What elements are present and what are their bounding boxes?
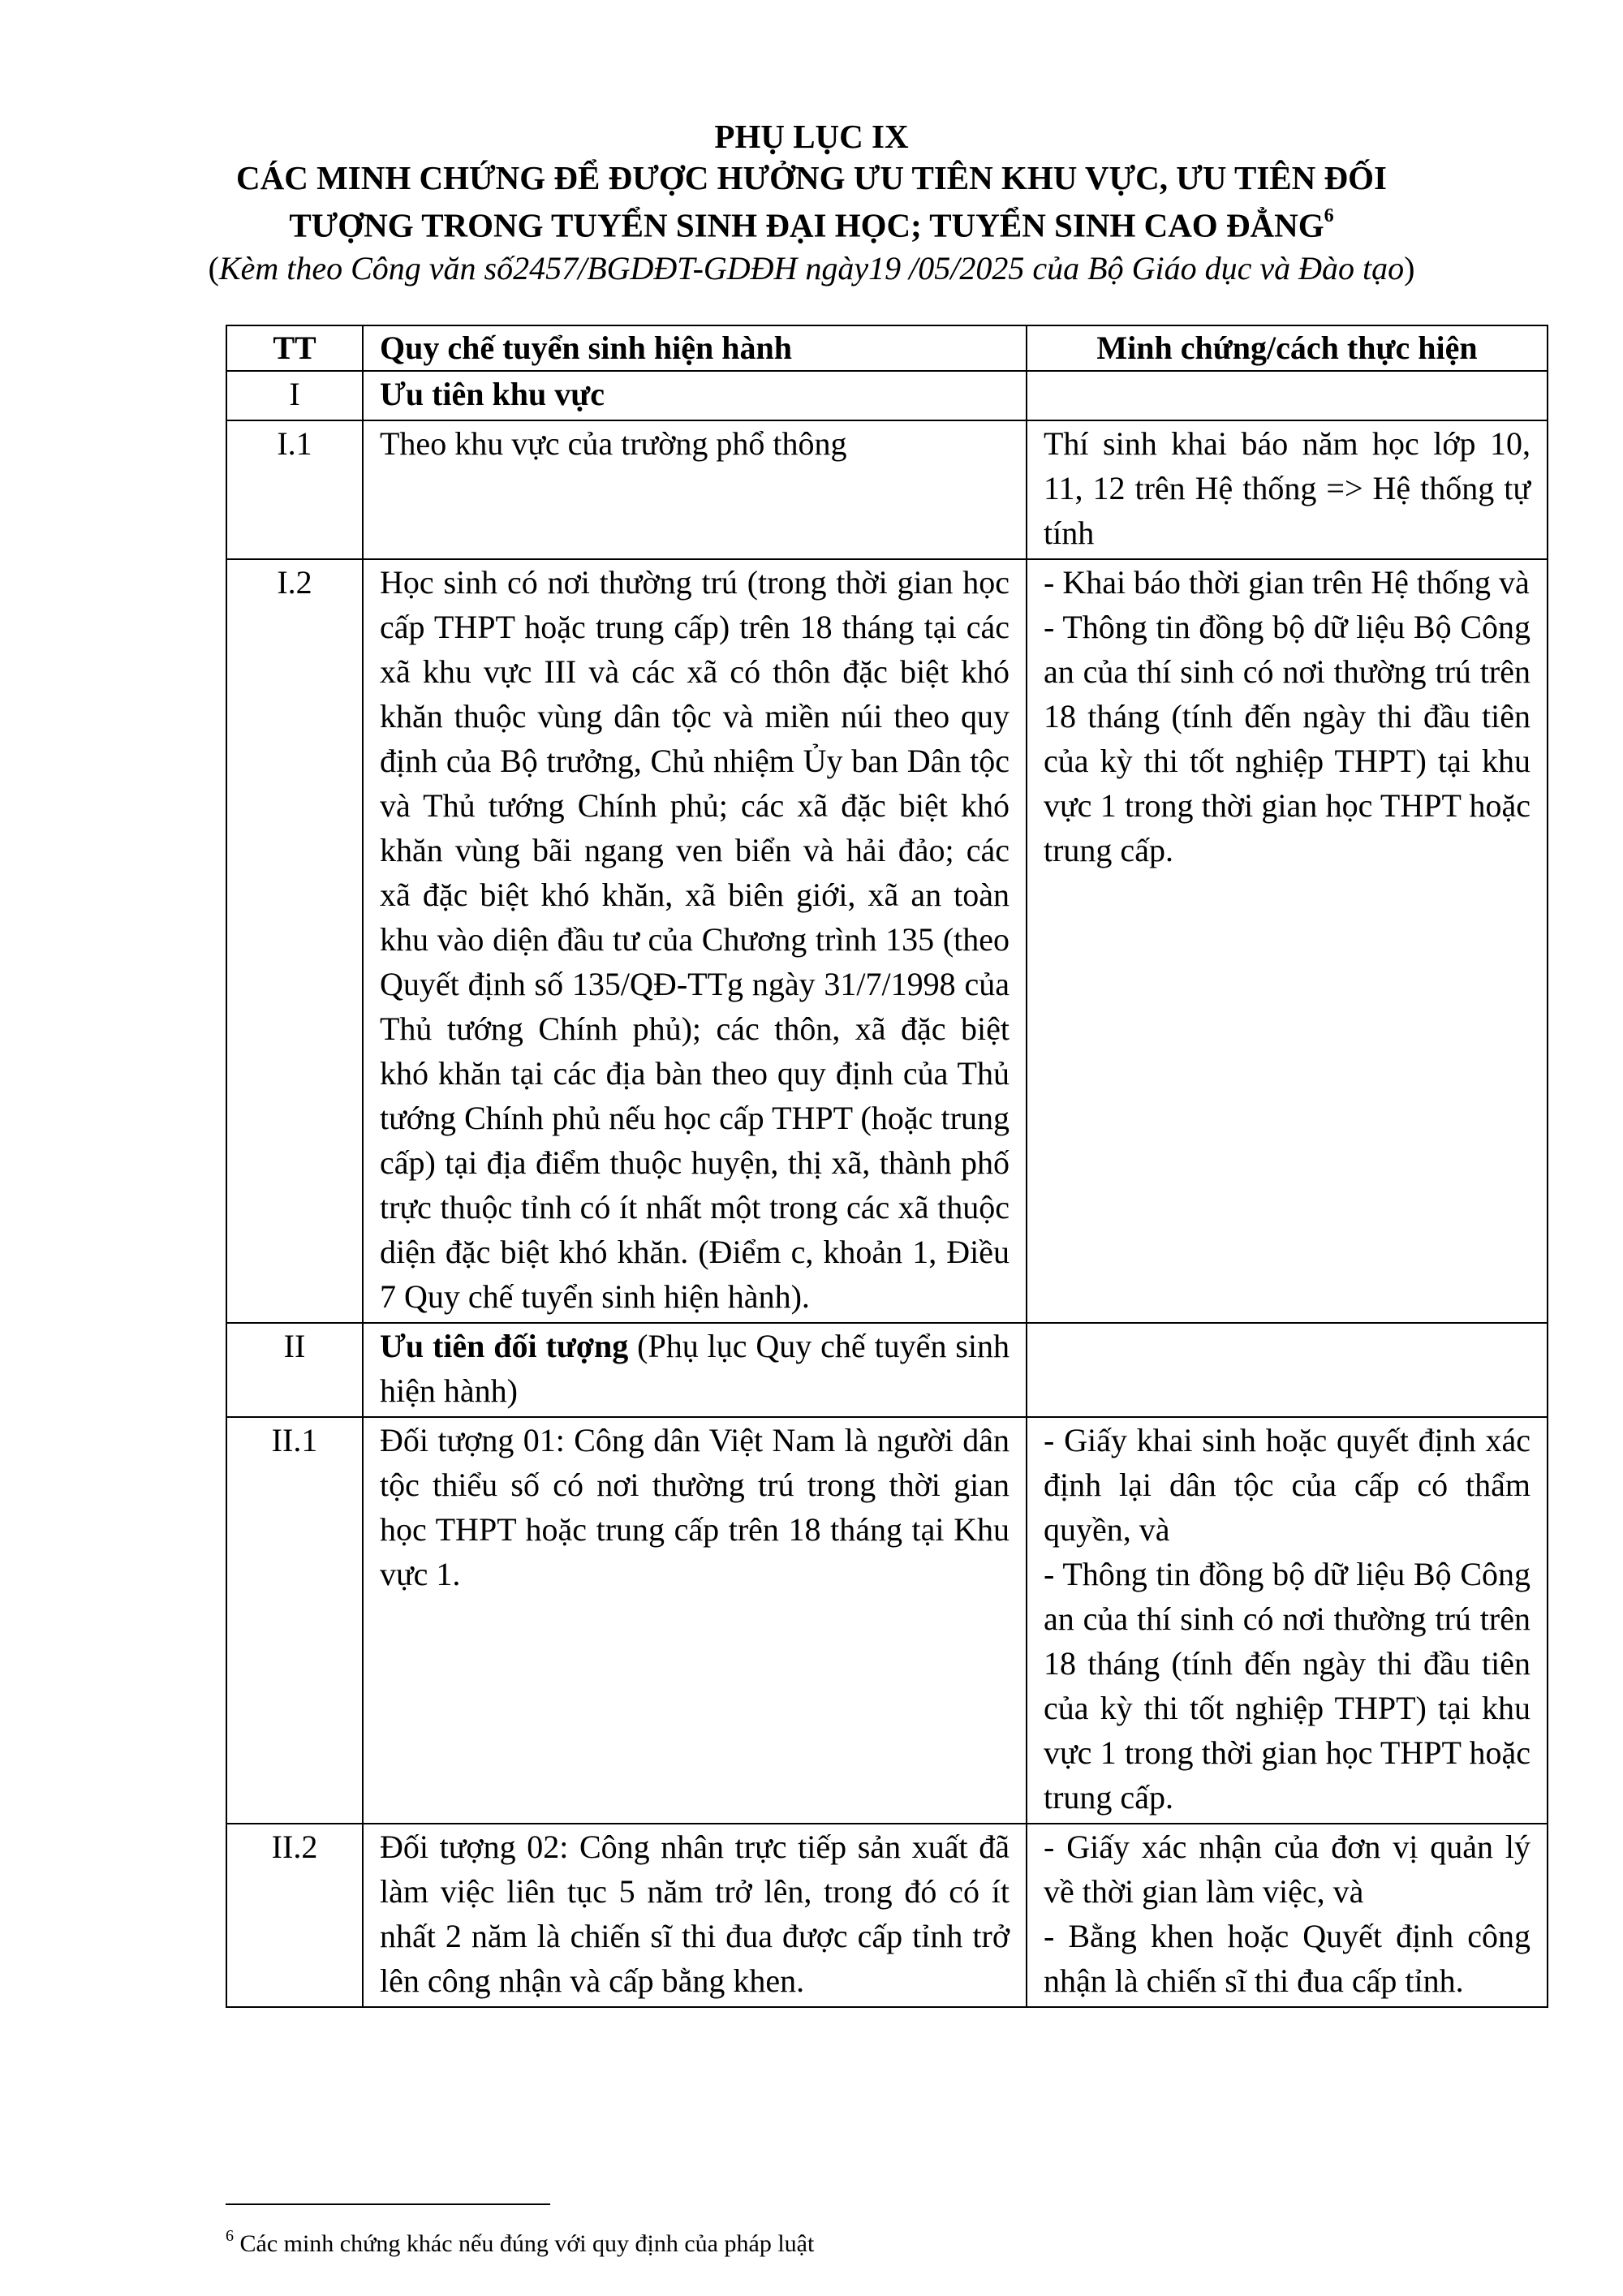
- column-header-evidence: Minh chứng/cách thực hiện: [1027, 325, 1548, 371]
- regulation-text: Đối tượng 02: Công nhân trực tiếp sản xuất đã làm việc liên tục 5 năm trở lên, trong đó có ít nhất 2 năm là chiến sĩ thi đua được cấp tỉnh trở lên công nhận và cấp bằng khen.: [380, 1829, 1010, 1999]
- column-header-regulation: Quy chế tuyển sinh hiện hành: [363, 325, 1027, 371]
- table-row: [226, 1417, 1548, 1824]
- evidence-line: - Giấy khai sinh hoặc quyết định xác định lại dân tộc của cấp có thẩm quyền, và: [1044, 1422, 1530, 1548]
- row-number-cell: II: [226, 1323, 363, 1417]
- row-number-cell: I: [226, 371, 363, 420]
- column-header-tt: TT: [226, 325, 363, 371]
- regulation-cell: [363, 420, 1027, 559]
- subtitle-open-paren: (: [208, 249, 219, 286]
- evidence-line: - Thông tin đồng bộ dữ liệu Bộ Công an của thí sinh có nơi thường trú trên 18 tháng (tính đến ngày thi đầu tiên của kỳ thi tốt nghiệp THPT) tại khu vực 1 trong thời gian học THPT hoặc trung cấp.: [1044, 609, 1530, 868]
- evidence-line: - Khai báo thời gian trên Hệ thống và: [1044, 564, 1530, 601]
- evidence-cell: [1027, 559, 1548, 1323]
- footnote-number: 6: [226, 2227, 234, 2245]
- evidence-line: - Bằng khen hoặc Quyết định công nhận là chiến sĩ thi đua cấp tỉnh.: [1044, 1918, 1530, 1999]
- table-row: [226, 420, 1548, 559]
- document-title-line-1: CÁC MINH CHỨNG ĐỂ ĐƯỢC HƯỞNG ƯU TIÊN KHU VỰC, ƯU TIÊN ĐỐI: [236, 159, 1387, 196]
- row-number-cell: I.1: [226, 420, 363, 559]
- evidence-cell: [1027, 420, 1548, 559]
- regulation-cell: [363, 1323, 1027, 1417]
- regulation-text: Học sinh có nơi thường trú (trong thời gian học cấp THPT hoặc trung cấp) trên 18 tháng tại các xã khu vực III và các xã có thôn đặc biệt khó khăn thuộc vùng dân tộc và miền núi theo quy định của Bộ trưởng, Chủ nhiệm Ủy ban Dân tộc và Thủ tướng Chính phủ; các xã đặc biệt khó khăn vùng bãi ngang ven biển và hải đảo; các xã đặc biệt khó khăn, xã biên giới, xã an toàn khu vào diện đầu tư của Chương trình 135 (theo Quyết định số 135/QĐ-TTg ngày 31/7/1998 của Thủ tướng Chính phủ); các thôn, xã đặc biệt khó khăn tại các địa bàn theo quy định của Thủ tướng Chính phủ nếu học cấp THPT (hoặc trung cấp) tại địa điểm thuộc huyện, thị xã, thành phố trực thuộc tỉnh có ít nhất một trong các xã thuộc diện đặc biệt khó khăn. (Điểm c, khoản 1, Điều 7 Quy chế tuyển sinh hiện hành).: [380, 564, 1010, 1315]
- table-body: [226, 371, 1548, 2007]
- row-number-cell: II.2: [226, 1824, 363, 2007]
- regulation-cell: [363, 559, 1027, 1323]
- evidence-cell: [1027, 1417, 1548, 1824]
- table-row: [226, 559, 1548, 1323]
- table-header-row: [226, 325, 1548, 371]
- document-header: [0, 116, 1623, 291]
- subtitle-text: Kèm theo Công văn số2457/BGDĐT-GDĐH ngày19 /05/2025 của Bộ Giáo dục và Đào tạo: [218, 249, 1405, 286]
- table-row: [226, 1323, 1548, 1417]
- regulation-cell: [363, 371, 1027, 420]
- evidence-line: - Giấy xác nhận của đơn vị quản lý về thời gian làm việc, và: [1044, 1829, 1530, 1910]
- regulation-heading: Ưu tiên khu vực: [380, 376, 605, 412]
- row-number-cell: II.1: [226, 1417, 363, 1824]
- regulation-cell: [363, 1417, 1027, 1824]
- subtitle-close-paren: ): [1404, 249, 1415, 286]
- evidence-table: [226, 325, 1548, 2008]
- document-subtitle: [0, 247, 1623, 291]
- footnote-reference[interactable]: 6: [1324, 205, 1334, 226]
- footnote: [226, 2221, 814, 2260]
- evidence-line: Thí sinh khai báo năm học lớp 10, 11, 12 trên Hệ thống => Hệ thống tự tính: [1044, 425, 1530, 551]
- document-title-line-2-text: TƯỢNG TRONG TUYỂN SINH ĐẠI HỌC; TUYỂN SINH CAO ĐẲNG: [289, 206, 1324, 244]
- evidence-cell: [1027, 1824, 1548, 2007]
- regulation-cell: [363, 1824, 1027, 2007]
- regulation-heading: Ưu tiên đối tượng: [380, 1328, 629, 1364]
- regulation-text: Đối tượng 01: Công dân Việt Nam là người dân tộc thiểu số có nơi thường trú trong thời gian học THPT hoặc trung cấp trên 18 tháng tại Khu vực 1.: [380, 1422, 1010, 1592]
- evidence-line: - Thông tin đồng bộ dữ liệu Bộ Công an của thí sinh có nơi thường trú trên 18 tháng (tính đến ngày thi đầu tiên của kỳ thi tốt nghiệp THPT) tại khu vực 1 trong thời gian học THPT hoặc trung cấp.: [1044, 1556, 1530, 1816]
- table-row: [226, 1824, 1548, 2007]
- regulation-text: (Phụ lục Quy chế tuyển sinh hiện hành): [380, 1328, 1010, 1409]
- appendix-title: PHỤ LỤC IX: [714, 118, 909, 155]
- table-row: [226, 371, 1548, 420]
- document-title-line-2: [0, 199, 1623, 247]
- row-number-cell: I.2: [226, 559, 363, 1323]
- regulation-text: Theo khu vực của trường phổ thông: [380, 425, 847, 462]
- evidence-cell: [1027, 371, 1548, 420]
- evidence-cell: [1027, 1323, 1548, 1417]
- footnote-text: Các minh chứng khác nếu đúng với quy định của pháp luật: [234, 2230, 815, 2257]
- footnote-separator: [226, 2203, 550, 2205]
